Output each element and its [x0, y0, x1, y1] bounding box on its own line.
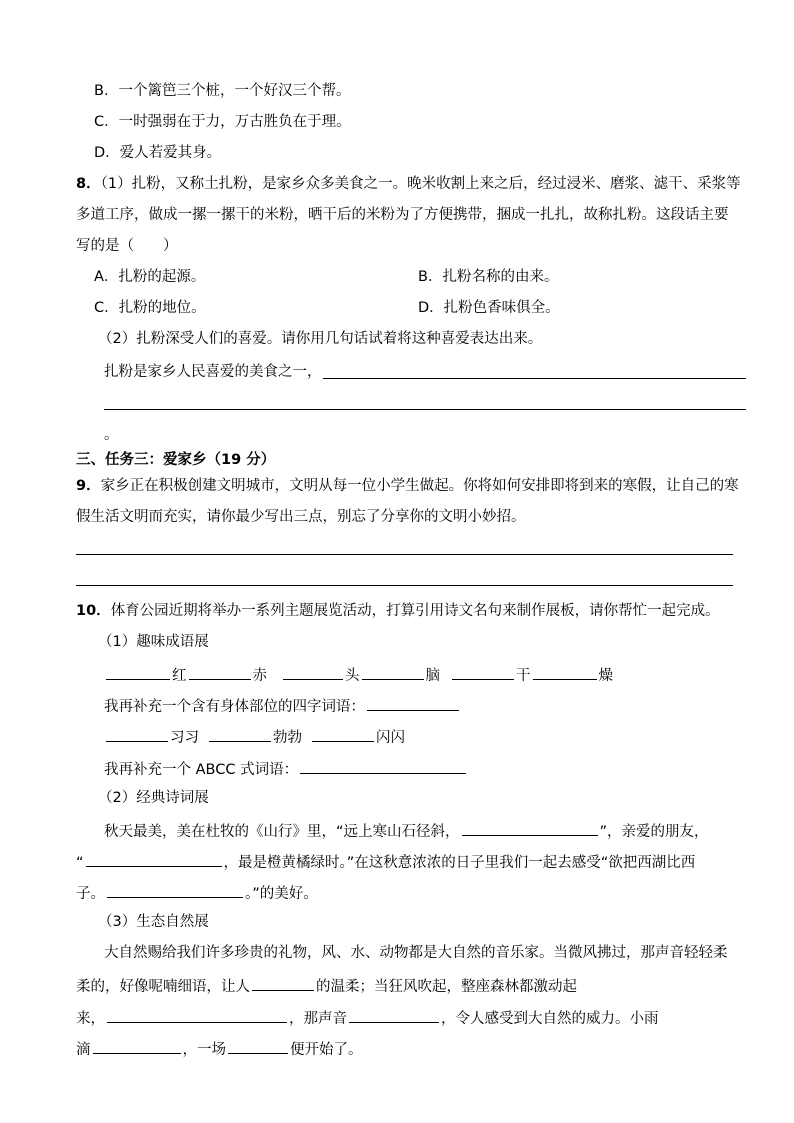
poem-blank-3[interactable]: [107, 881, 243, 898]
poem-blank-1[interactable]: [462, 819, 598, 836]
nature-line-3: [76, 1006, 659, 1029]
nature-text: 的温柔；当狂风吹起，整座森林都激动起: [316, 979, 577, 995]
q10-intro: [76, 601, 720, 621]
nature-text: 来，: [76, 1011, 105, 1027]
poem-text: 秋天最美，美在杜牧的《山行》里，“远上寒山石径斜，: [104, 824, 460, 840]
nature-text: 柔的，好像呢喃细语，让人: [76, 979, 250, 995]
abcc-blank[interactable]: [209, 725, 271, 742]
q10-number: 10．: [76, 603, 111, 619]
q8-option-a: A．扎粉的起源。: [94, 269, 206, 285]
nature-text: 便开始了。: [290, 1042, 363, 1058]
add-body-idiom-row: [104, 694, 461, 717]
idiom-blank[interactable]: [533, 663, 597, 680]
q8-line-2: 多道工序，做成一摞一摞干的米粉，晒干后的米粉为了方便携带，捆成一扎扎，故称扎粉。这段话主要: [76, 207, 729, 223]
q7-option-c: C．一时强弱在于力，万古胜负在于理。: [94, 114, 351, 130]
idiom-blank[interactable]: [106, 663, 170, 680]
idiom-blank[interactable]: [283, 663, 343, 680]
q8-line-3: 写的是（ ）: [76, 238, 178, 254]
idiom-char: 赤: [252, 668, 267, 684]
idiom-char: 头: [345, 668, 360, 684]
abcc-row: [104, 725, 405, 748]
q8-answer-prefix: 扎粉是家乡人民喜爱的美食之一，: [104, 364, 322, 380]
nature-text: ，令人感受到大自然的威力。小雨: [441, 1011, 659, 1027]
q8-answer-line-1[interactable]: [323, 378, 746, 379]
q8-number: 8．: [76, 176, 101, 192]
idiom-char: 燥: [598, 668, 613, 684]
q9-answer-line-2[interactable]: [76, 585, 733, 586]
q8-end-mark: 。: [104, 427, 119, 443]
idiom-char: 红: [172, 668, 187, 684]
add-body-idiom-label: 我再补充一个含有身体部位的四字词语：: [104, 699, 365, 715]
section-3-title: 三、任务三：爱家乡（19 分）: [76, 452, 276, 468]
nature-line-4: [76, 1037, 363, 1060]
idiom-row-1: [104, 663, 613, 686]
nature-blank-4[interactable]: [93, 1037, 181, 1054]
q7-option-b: B．一个篱笆三个桩，一个好汉三个帮。: [94, 83, 351, 99]
q8-option-d: D．扎粉色香味俱全。: [418, 300, 560, 316]
q8-text-1: （1）扎粉，又称土扎粉，是家乡众多美食之一。晚米收割上来之后，经过浸米、磨浆、滤干、采浆等: [100, 176, 741, 192]
q8-line-1: [76, 174, 741, 194]
nature-text: ，一场: [182, 1042, 226, 1058]
poem-text: 。”的美好。: [245, 886, 318, 902]
poem-line-2: [76, 850, 695, 873]
nature-text: 滴: [76, 1042, 91, 1058]
idiom-blank[interactable]: [362, 663, 424, 680]
poem-text: ”，亲爱的朋友，: [599, 824, 709, 840]
poem-line-3: [76, 881, 318, 904]
poem-text: “: [76, 855, 84, 871]
idiom-blank[interactable]: [189, 663, 251, 680]
q10-intro-text: 体育公园近期将举办一系列主题展览活动，打算引用诗文名句来制作展板，请你帮忙一起完成。: [110, 603, 720, 619]
nature-blank-5[interactable]: [228, 1037, 288, 1054]
nature-text: ，那声音: [289, 1011, 347, 1027]
q8-sub2: （2）扎粉深受人们的喜爱。请你用几句话试着将这种喜爱表达出来。: [98, 331, 543, 347]
idiom-char: 干: [516, 668, 531, 684]
q10-sub1: （1）趣味成语展: [98, 634, 209, 650]
abcc-blank[interactable]: [106, 725, 168, 742]
q9-line-2: 假生活文明而充实，请你最少写出三点，别忘了分享你的文明小妙招。: [76, 509, 526, 525]
q8-option-b: B．扎粉名称的由来。: [418, 269, 559, 285]
poem-text: ，最是橙黄橘绿时。”在这秋意浓浓的日子里我们一起去感受“欲把西湖比西: [223, 855, 696, 871]
add-body-idiom-blank[interactable]: [367, 694, 459, 711]
q7-option-d: D．爱人若爱其身。: [94, 145, 222, 161]
q9-number: 9．: [76, 478, 101, 494]
q10-sub3: （3）生态自然展: [98, 914, 209, 930]
add-abcc-row: [104, 757, 468, 780]
poem-line-1: [104, 819, 709, 842]
q9-line-1: [76, 476, 739, 496]
q8-answer-line-2[interactable]: [104, 409, 746, 410]
q9-text-1: 家乡正在积极创建文明城市，文明从每一位小学生做起。你将如何安排即将到来的寒假，让自己的寒: [100, 478, 739, 494]
nature-blank-2[interactable]: [107, 1006, 287, 1023]
q10-sub2: （2）经典诗词展: [98, 790, 209, 806]
nature-line-1: 大自然赐给我们许多珍贵的礼物，风、水、动物都是大自然的音乐家。当微风拂过，那声音轻轻柔: [104, 945, 728, 961]
abcc-blank[interactable]: [312, 725, 374, 742]
abcc-chars: 闪闪: [376, 730, 405, 746]
add-abcc-blank[interactable]: [300, 757, 466, 774]
poem-blank-2[interactable]: [86, 850, 222, 867]
q9-answer-line-1[interactable]: [76, 554, 733, 555]
q8-option-c: C．扎粉的地位。: [94, 300, 206, 316]
add-abcc-label: 我再补充一个 ABCC 式词语：: [104, 762, 299, 778]
nature-blank-1[interactable]: [252, 974, 314, 991]
abcc-chars: 勃勃: [273, 730, 302, 746]
abcc-chars: 习习: [170, 730, 199, 746]
poem-text: 子。: [76, 886, 105, 902]
nature-line-2: [76, 974, 577, 997]
idiom-char: 脑: [425, 668, 440, 684]
nature-blank-3[interactable]: [349, 1006, 439, 1023]
idiom-blank[interactable]: [452, 663, 514, 680]
